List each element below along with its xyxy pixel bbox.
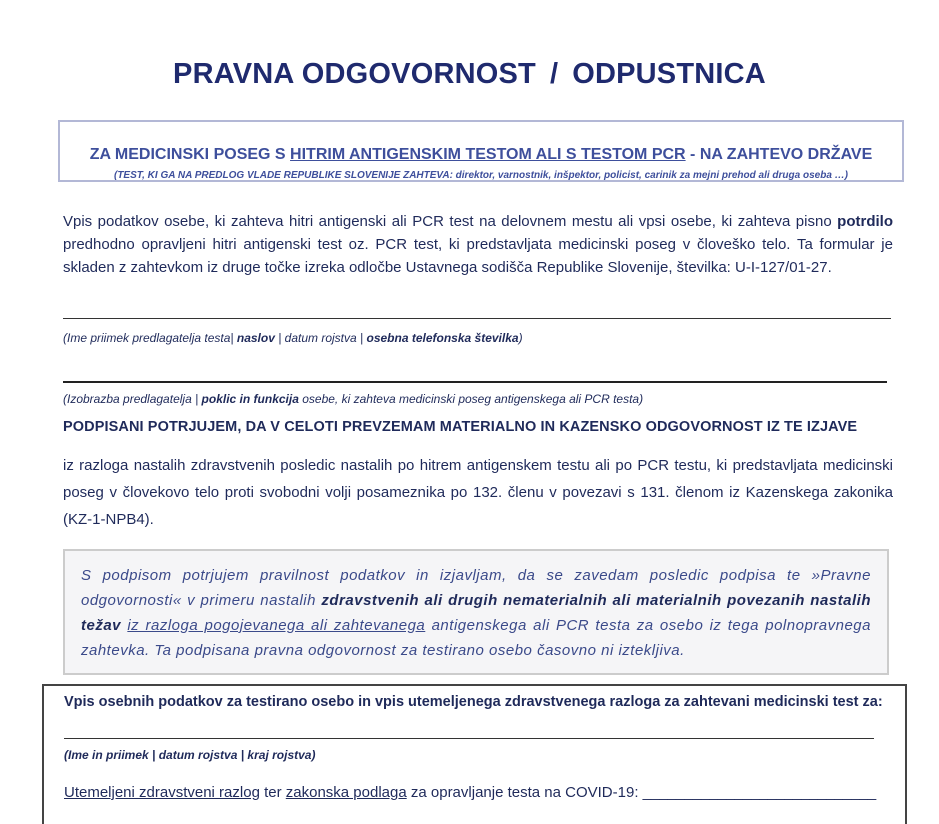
statement-b: zdravstvenih ali drugih nematerialnih ali materialnih povezanih nastalih težav <box>81 592 871 634</box>
statement-d: iz razloga pogojevanega ali zahtevanega <box>127 617 426 634</box>
intro-bold: potrdilo <box>837 213 893 230</box>
purpose-box <box>58 120 904 182</box>
tested-person-heading: Vpis osebnih podatkov za testirano osebo in vpis utemeljenega zdravstvenega razloga za zahtevani medicinski test za: <box>64 694 883 710</box>
intro-paragraph <box>63 210 893 279</box>
intro-part2: predhodno opravljeni hitri antigenski test oz. PCR test, ki predstavljata medicinski poseg v človeško telo. Ta formular je skladen z zahtevkom iz druge točke izreka odločbe Ustavnega sodišča Republike Slovenije, številka: U-I-127/01-27. <box>63 236 893 276</box>
purpose-subtitle: (TEST, KI GA NA PREDLOG VLADE REPUBLIKE SLOVENIJE ZAHTEVA: direktor, varnostnik, inšpektor, policist, carinik za mejni prehod ali druga oseba …) <box>113 170 848 181</box>
caption2-c: osebe, ki zahteva medicinski poseg antigenskega ali PCR testa) <box>298 392 644 406</box>
responsibility-heading: PODPISANI POTRJUJEM, DA V CELOTI PREVZEMAM MATERIALNO IN KAZENSKO ODGOVORNOST IZ TE IZJAVE <box>63 419 858 435</box>
title-separator: / <box>549 58 559 90</box>
proposer-name-caption <box>63 331 523 345</box>
caption2-a: (Izobrazba predlagatelja | <box>63 392 202 406</box>
title-left: PRAVNA ODGOVORNOST <box>173 58 536 90</box>
page-title <box>0 58 939 91</box>
caption2-b: poklic in funkcija <box>201 392 299 406</box>
statement-e: antigenskega ali PCR testa za osebo iz tega polnopravnega zahtevka. Ta podpisana pravna odgovornost za testirano osebo časovno ni iztekljiva. <box>81 617 871 659</box>
statement-a: S podpisom potrjujem pravilnost podatkov in izjavljam, da se zavedam posledic podpisa te »Pravne odgovornosti« v primeru nastalih <box>81 567 871 609</box>
purpose-heading <box>60 146 902 164</box>
purpose-prefix: ZA MEDICINSKI POSEG S <box>89 146 291 163</box>
health-reason-line[interactable] <box>64 784 876 801</box>
caption1-b: naslov <box>236 331 275 345</box>
title-right: ODPUSTNICA <box>572 58 766 90</box>
tested-person-line[interactable] <box>64 738 874 739</box>
caption1-d: osebna telefonska številka <box>366 331 519 345</box>
caption1-c: | datum rojstva | <box>274 331 367 345</box>
caption1-e: ) <box>518 331 523 345</box>
proposer-education-caption <box>63 392 643 406</box>
tested-person-box <box>42 684 907 824</box>
caption1-a: (Ime priimek predlagatelja testa| <box>63 331 237 345</box>
reason-end: za opravljanje testa na COVID-19: ____________________________ <box>406 784 877 801</box>
purpose-underlined: HITRIM ANTIGENSKIM TESTOM ALI S TESTOM PCR <box>290 146 686 163</box>
proposer-name-line[interactable] <box>63 318 891 319</box>
reason-u1: Utemeljeni zdravstveni razlog <box>64 784 260 801</box>
reason-u2: zakonska podlaga <box>285 784 407 801</box>
statement-text <box>81 563 871 663</box>
tested-person-caption: (Ime in priimek | datum rojstva | kraj rojstva) <box>64 748 316 762</box>
purpose-suffix: - NA ZAHTEVO DRŽAVE <box>685 146 873 163</box>
proposer-education-line[interactable] <box>63 381 887 383</box>
reason-mid: ter <box>259 784 286 801</box>
intro-part1: Vpis podatkov osebe, ki zahteva hitri antigenski ali PCR test na delovnem mestu ali vpsi osebe, ki zahteva pisno <box>63 213 838 230</box>
responsibility-paragraph: iz razloga nastalih zdravstvenih posledic nastalih po hitrem antigenskem testu ali po PCR testu, ki predstavljata medicinski poseg v človekovo telo proti svobodni volji posameznika po 132. členu v povezavi s 131. členom iz Kazenskega zakonika (KZ-1-NPB4). <box>63 457 893 528</box>
statement-box <box>63 549 889 675</box>
